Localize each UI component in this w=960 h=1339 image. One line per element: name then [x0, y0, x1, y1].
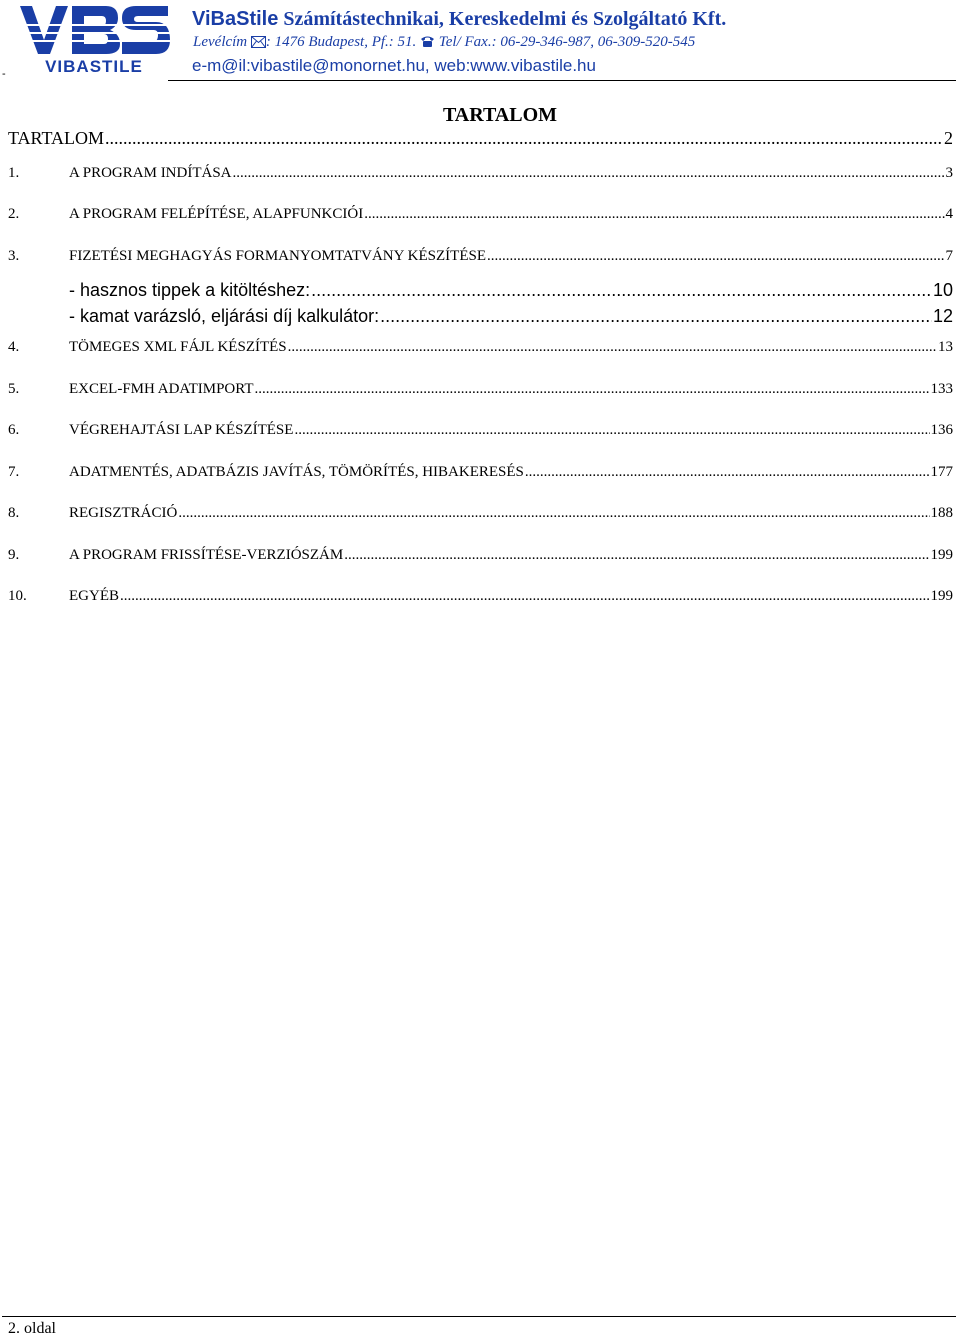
toc-entry-2[interactable]	[8, 206, 953, 223]
toc-entry-label: A PROGRAM FRISSÍTÉSE-VERZIÓSZÁM	[69, 547, 344, 563]
toc-entry-4[interactable]	[8, 339, 953, 356]
envelope-icon	[251, 36, 266, 48]
toc-entry-page: 199	[930, 588, 953, 604]
dot-leader	[255, 381, 930, 398]
toc-entry-number: 2.	[8, 206, 20, 222]
toc-entry-page: 199	[930, 547, 953, 563]
toc-entry-label: EXCEL-FMH ADATIMPORT	[69, 381, 254, 397]
toc-entry-page: 3	[945, 165, 953, 181]
corner-mark: -	[2, 68, 6, 80]
toc-title: TARTALOM	[442, 104, 558, 126]
toc-entry-10[interactable]	[8, 588, 953, 605]
toc-entry-label: TARTALOM	[8, 128, 105, 148]
toc-entry-label: ADATMENTÉS, ADATBÁZIS JAVÍTÁS, TÖMÖRÍTÉS, HIBAKERESÉS	[69, 464, 524, 480]
toc-entry-number: 1.	[8, 165, 20, 181]
toc-entry-page: 2	[944, 128, 953, 148]
dot-leader	[525, 464, 930, 481]
postal-address: : 1476 Budapest, Pf.: 51.	[265, 34, 421, 50]
toc-subentry-kamat[interactable]	[69, 306, 953, 327]
toc-entry-page: 136	[930, 422, 953, 438]
company-name: ViBaStile	[192, 8, 279, 30]
toc-entry-page: 12	[932, 306, 953, 326]
footer-rule	[2, 1316, 956, 1317]
toc-entry-number: 3.	[8, 248, 20, 264]
toc-entry-number: 7.	[8, 464, 20, 480]
document-header	[0, 0, 960, 82]
toc-entry-8[interactable]	[8, 505, 953, 522]
address-line	[193, 34, 695, 51]
dot-leader	[380, 306, 932, 327]
dot-leader	[120, 588, 930, 605]
contact-line[interactable]: e-m@il:vibastile@monornet.hu, web:www.vibastile.hu	[192, 56, 596, 75]
svg-text:VIBASTILE: VIBASTILE	[45, 57, 143, 76]
dot-leader	[364, 206, 944, 223]
toc-entry-number: 5.	[8, 381, 20, 397]
toc-subentry-tippek[interactable]	[69, 280, 953, 301]
dot-leader	[178, 505, 929, 522]
toc-entry-page: 177	[930, 464, 953, 480]
address-prefix: Levélcím	[193, 34, 251, 50]
toc-entry-label: A PROGRAM INDÍTÁSA	[69, 165, 232, 181]
toc-entry-9[interactable]	[8, 547, 953, 564]
dot-leader	[487, 248, 945, 265]
toc-entry-label: FIZETÉSI MEGHAGYÁS FORMANYOMTATVÁNY KÉSZÍTÉSE	[69, 248, 486, 264]
toc-entry-page: 188	[930, 505, 953, 521]
toc-entry-label: - hasznos tippek a kitöltéshez:	[69, 280, 311, 300]
toc-entry-7[interactable]	[8, 464, 953, 481]
toc-entry-number: 10.	[8, 588, 27, 604]
phone-fax: Tel/ Fax.: 06-29-346-987, 06-309-520-545	[435, 34, 696, 50]
toc-entry-1[interactable]	[8, 165, 953, 182]
toc-entry-number: 4.	[8, 339, 20, 355]
toc-entry-label: EGYÉB	[69, 588, 119, 604]
page-number-footer: 2. oldal	[8, 1320, 56, 1337]
dot-leader	[105, 128, 943, 149]
toc-entry-label: TÖMEGES XML FÁJL KÉSZÍTÉS	[69, 339, 287, 355]
toc-entry-label: VÉGREHAJTÁSI LAP KÉSZÍTÉSE	[69, 422, 294, 438]
toc-entry-3[interactable]	[8, 248, 953, 265]
toc-entry-label: A PROGRAM FELÉPÍTÉSE, ALAPFUNKCIÓI	[69, 206, 364, 222]
toc-entry-number: 9.	[8, 547, 20, 563]
toc-entry-number: 8.	[8, 505, 20, 521]
toc-entry-page: 133	[930, 381, 953, 397]
header-rule	[168, 80, 956, 81]
toc-entry-5[interactable]	[8, 381, 953, 398]
toc-entry-label: - kamat varázsló, eljárási díj kalkulátor:	[69, 306, 380, 326]
dot-leader	[344, 547, 929, 564]
toc-entry-label: REGISZTRÁCIÓ	[69, 505, 178, 521]
dot-leader	[288, 339, 937, 356]
toc-entry-number: 6.	[8, 422, 20, 438]
toc-entry-6[interactable]	[8, 422, 953, 439]
dot-leader	[311, 280, 932, 301]
toc-entry-page: 4	[945, 206, 953, 222]
telephone-icon	[420, 35, 435, 48]
toc-entry-page: 7	[945, 248, 953, 264]
company-title	[192, 8, 726, 31]
company-description: Számítástechnikai, Kereskedelmi és Szolgáltató Kft.	[278, 8, 727, 30]
toc-entry-page: 10	[932, 280, 953, 300]
dot-leader	[233, 165, 945, 182]
toc-entry-page: 13	[938, 339, 953, 355]
toc-entry-tartalom[interactable]	[8, 128, 953, 149]
dot-leader	[294, 422, 929, 439]
vibastile-logo	[18, 2, 170, 76]
